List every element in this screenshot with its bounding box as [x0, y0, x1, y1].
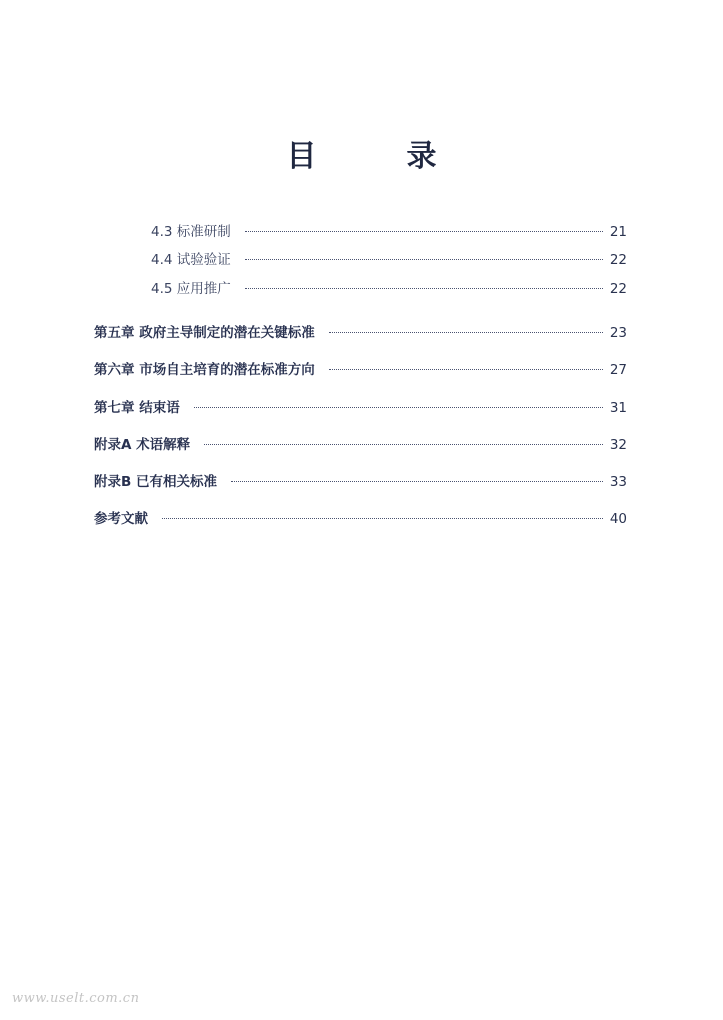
toc-leader-dots — [162, 518, 603, 519]
toc-page-number: 27 — [609, 362, 627, 378]
toc-entry-4-3[interactable] — [151, 220, 627, 240]
toc-entry-label: 参考文献 — [94, 511, 148, 527]
toc-leader-dots — [245, 231, 603, 232]
toc-leader-dots — [329, 369, 603, 370]
toc-entry-label: 第五章 政府主导制定的潜在关键标准 — [94, 325, 315, 341]
page-title: 目 录 — [286, 139, 467, 174]
toc-entry-chapter-6[interactable] — [94, 358, 627, 378]
toc-leader-dots — [204, 444, 603, 445]
toc-leader-dots — [231, 481, 603, 482]
toc-leader-dots — [329, 332, 603, 333]
toc-page-number: 32 — [609, 437, 627, 453]
toc-entry-label: 4.4 试验验证 — [151, 252, 231, 268]
toc-page-number: 31 — [609, 400, 627, 416]
toc-entry-appendix-b[interactable] — [94, 470, 627, 490]
toc-entry-references[interactable] — [94, 507, 627, 527]
toc-entry-label: 第六章 市场自主培育的潜在标准方向 — [94, 362, 315, 378]
toc-entry-chapter-5[interactable] — [94, 321, 627, 341]
toc-page-number: 22 — [609, 281, 627, 297]
toc-entry-label: 4.5 应用推广 — [151, 281, 231, 297]
toc-entry-appendix-a[interactable] — [94, 433, 627, 453]
toc-entry-label: 附录B 已有相关标准 — [94, 474, 217, 490]
toc-entry-chapter-7[interactable] — [94, 396, 627, 416]
toc-entry-4-4[interactable] — [151, 248, 627, 268]
toc-leader-dots — [245, 259, 603, 260]
toc-entry-label: 4.3 标准研制 — [151, 224, 231, 240]
toc-page-number: 33 — [609, 474, 627, 490]
toc-entry-4-5[interactable] — [151, 277, 627, 297]
toc-page-number: 23 — [609, 325, 627, 341]
toc-entry-label: 附录A 术语解释 — [94, 437, 191, 453]
toc-leader-dots — [245, 288, 603, 289]
toc-page-number: 40 — [609, 511, 627, 527]
toc-entry-label: 第七章 结束语 — [94, 400, 180, 416]
watermark: www.uselt.com.cn — [12, 991, 140, 1006]
toc-page-number: 22 — [609, 252, 627, 268]
toc-leader-dots — [194, 407, 603, 408]
toc-page-number: 21 — [609, 224, 627, 240]
